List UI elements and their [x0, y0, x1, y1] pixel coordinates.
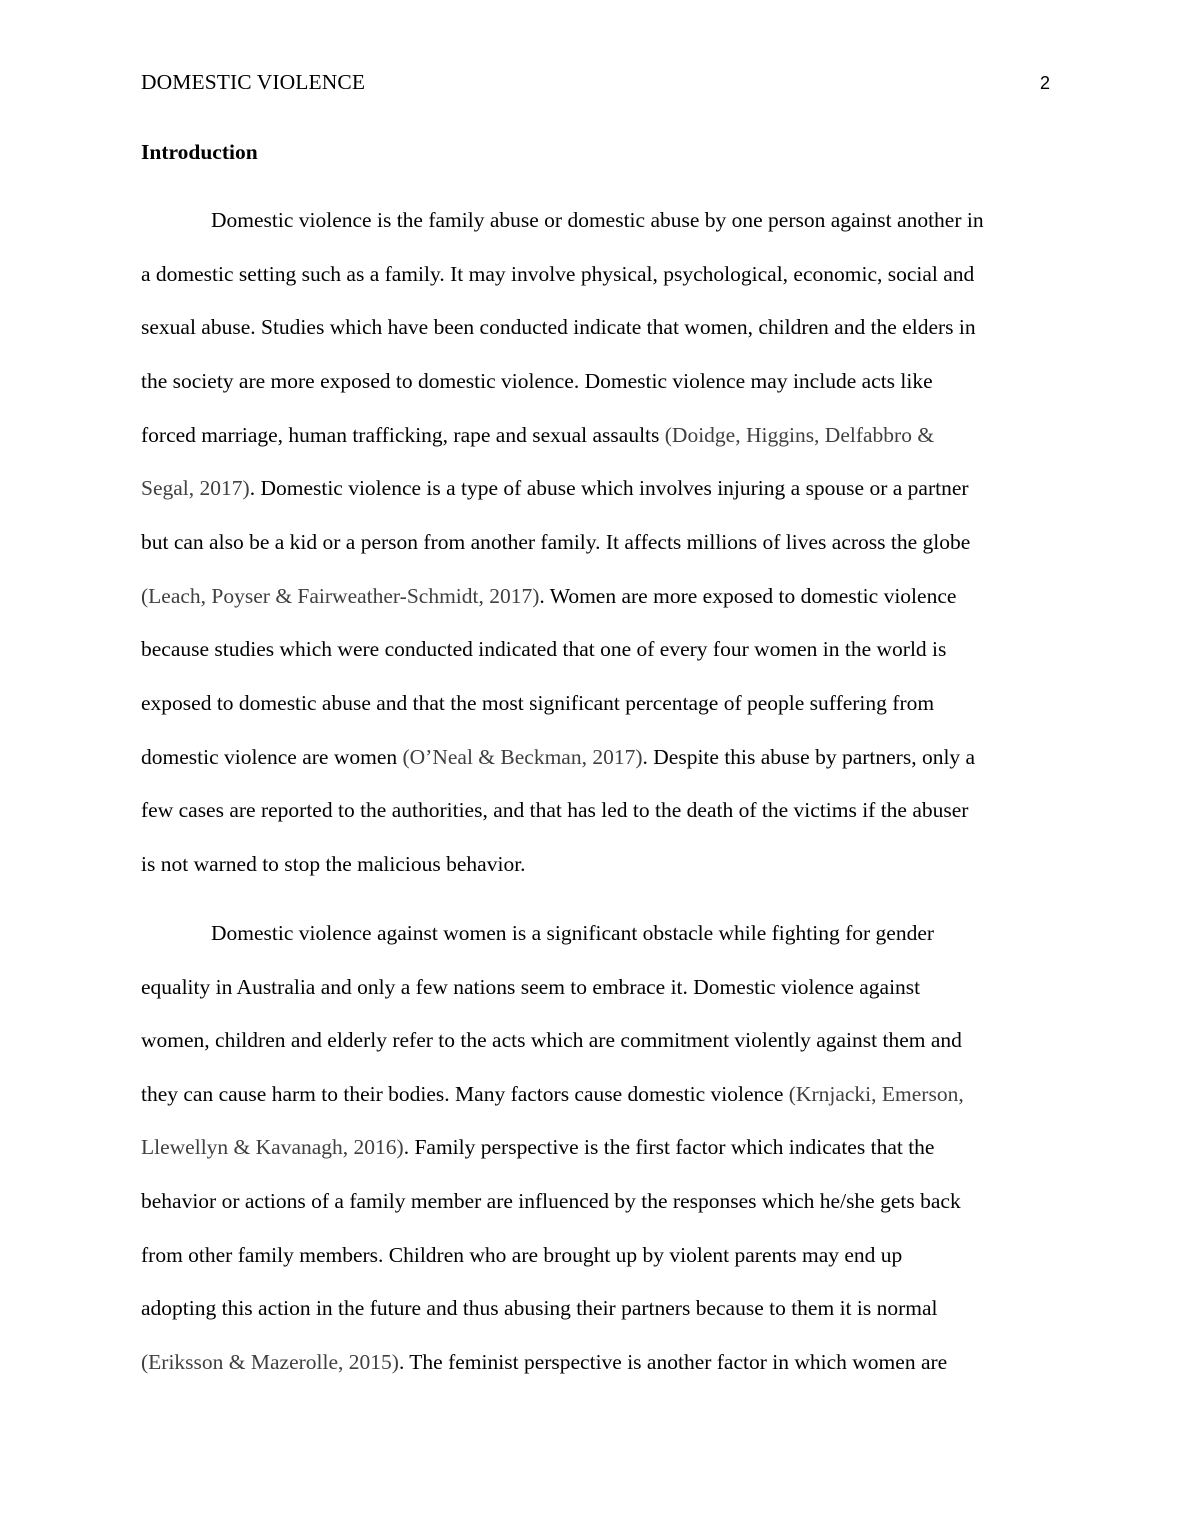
- citation: (O’Neal & Beckman, 2017): [402, 745, 643, 769]
- paragraph-line: but can also be a kid or a person from another family. It affects millions of lives across the globe: [141, 530, 971, 554]
- line-text: . Family perspective is the first factor which indicates that the: [403, 1135, 935, 1159]
- line-text: . The feminist perspective is another factor in which women are: [398, 1350, 948, 1374]
- paragraph-line: exposed to domestic abuse and that the most significant percentage of people suffering from: [141, 691, 935, 715]
- paragraph-line: is not warned to stop the malicious behavior.: [141, 852, 526, 876]
- line-text: . Despite this abuse by partners, only a: [642, 745, 976, 769]
- paragraph-line: women, children and elderly refer to the acts which are commitment violently against them and: [141, 1028, 962, 1052]
- paragraph-line: sexual abuse. Studies which have been conducted indicate that women, children and the elders in: [141, 315, 976, 339]
- paragraph-line: adopting this action in the future and thus abusing their partners because to them it is normal: [141, 1296, 938, 1320]
- citation: Llewellyn & Kavanagh, 2016): [141, 1135, 404, 1159]
- paragraph-line: Domestic violence against women is a significant obstacle while fighting for gender: [211, 921, 935, 945]
- section-heading: Introduction: [141, 140, 258, 164]
- page-number: 2: [1039, 73, 1050, 93]
- paragraph-line: from other family members. Children who are brought up by violent parents may end up: [141, 1243, 903, 1267]
- paragraph-line: [141, 1137, 934, 1159]
- paragraph-line: a domestic setting such as a family. It may involve physical, psychological, economic, social and: [141, 262, 975, 286]
- citation: (Krnjacki, Emerson,: [788, 1082, 964, 1106]
- paragraph-line: [141, 747, 975, 769]
- line-text: they can cause harm to their bodies. Many factors cause domestic violence: [141, 1082, 789, 1106]
- line-text: domestic violence are women: [141, 745, 403, 769]
- citation: (Eriksson & Mazerolle, 2015): [141, 1350, 399, 1374]
- citation: (Leach, Poyser & Fairweather-Schmidt, 2017): [141, 584, 540, 608]
- paragraph-line: because studies which were conducted indicated that one of every four women in the world is: [141, 637, 947, 661]
- line-text: . Domestic violence is a type of abuse which involves injuring a spouse or a partner: [249, 476, 969, 500]
- citation: (Doidge, Higgins, Delfabbro &: [664, 423, 935, 447]
- paragraph-line: [141, 1084, 964, 1106]
- citation: Segal, 2017): [141, 476, 250, 500]
- paragraph-line: equality in Australia and only a few nations seem to embrace it. Domestic violence against: [141, 975, 921, 999]
- running-head: DOMESTIC VIOLENCE: [141, 70, 366, 94]
- paragraph-line: behavior or actions of a family member are influenced by the responses which he/she gets back: [141, 1189, 961, 1213]
- paragraph-line: [141, 478, 969, 500]
- paragraph-line: Domestic violence is the family abuse or domestic abuse by one person against another in: [211, 208, 984, 232]
- line-text: . Women are more exposed to domestic violence: [539, 584, 957, 608]
- paragraph-line: few cases are reported to the authorities, and that has led to the death of the victims if the abuser: [141, 798, 969, 822]
- paragraph-line: [141, 1352, 947, 1374]
- paragraph-line: [141, 425, 934, 447]
- line-text: forced marriage, human trafficking, rape and sexual assaults: [141, 423, 665, 447]
- paragraph-line: the society are more exposed to domestic violence. Domestic violence may include acts like: [141, 369, 933, 393]
- paragraph-line: [141, 586, 956, 608]
